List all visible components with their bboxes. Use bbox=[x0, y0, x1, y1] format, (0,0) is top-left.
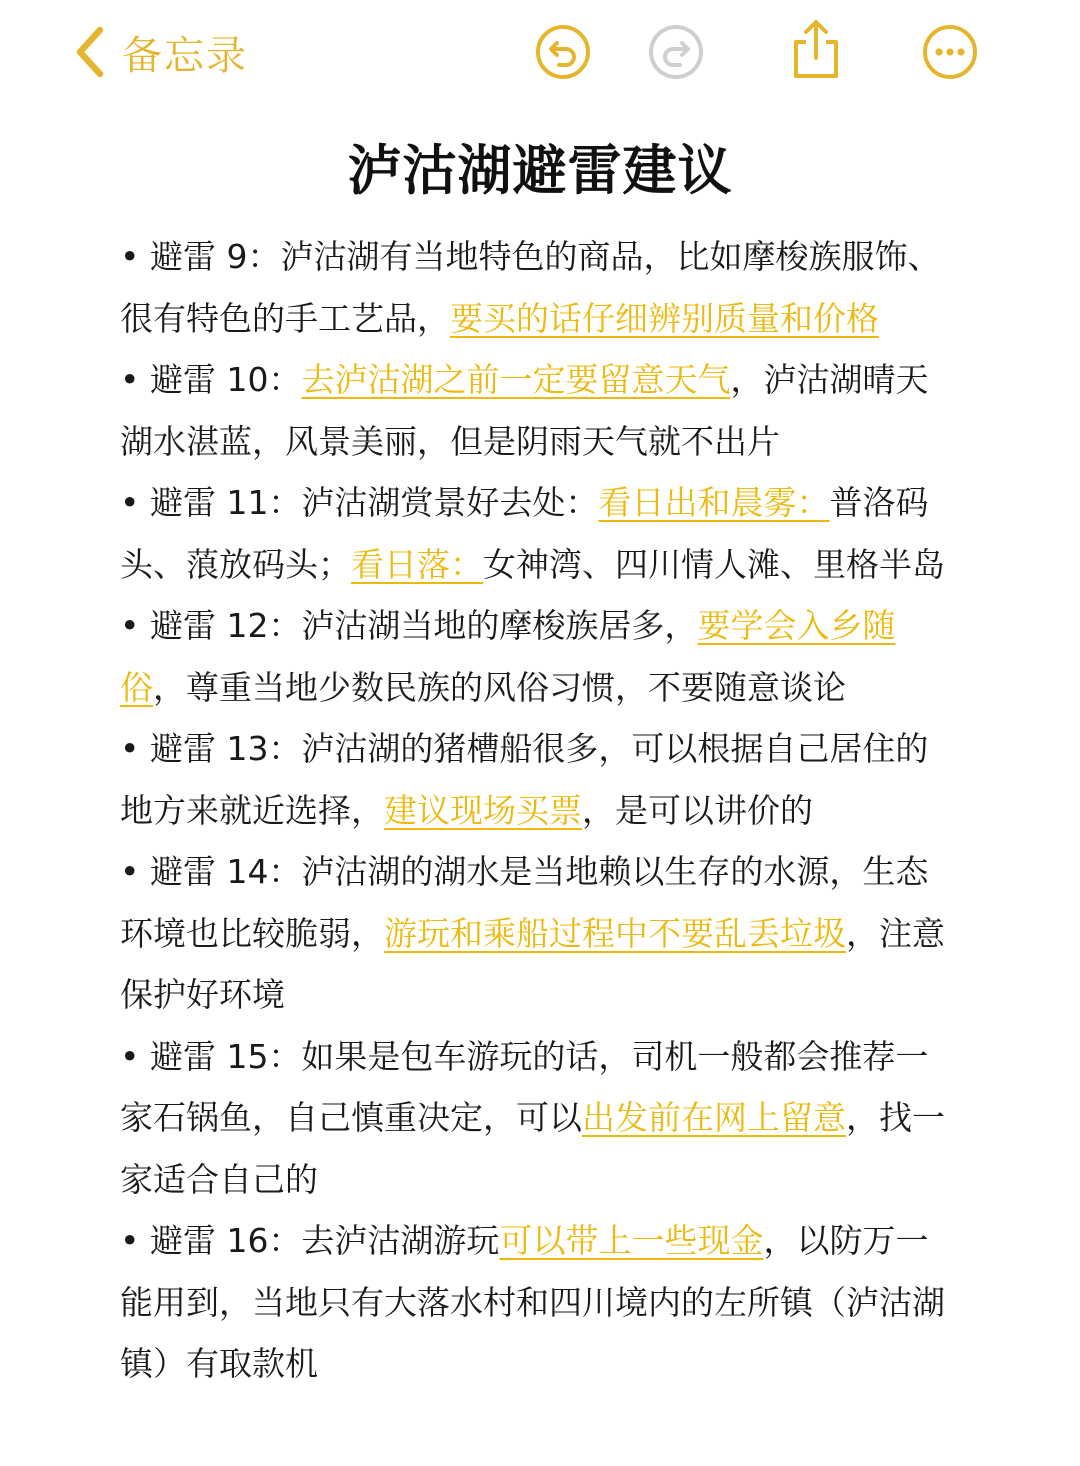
list-item bbox=[120, 718, 950, 841]
list-item bbox=[120, 1026, 950, 1211]
item-text: ，以防万一能用到，当地只有大落水村和四川境内的左所镇（泸沽湖镇）有取款机 bbox=[120, 1221, 945, 1383]
highlighted-text: 要买的话仔细辨别质量和价格 bbox=[450, 298, 879, 338]
item-text: • 避雷 16：去泸沽湖游玩 bbox=[120, 1221, 500, 1260]
item-text: ，找一家适合自己的 bbox=[120, 1098, 945, 1199]
item-text: • 避雷 13：泸沽湖的猪槽船很多，可以根据自己居住的地方来就近选择， bbox=[120, 729, 929, 830]
item-text: 普洛码头、 bbox=[120, 483, 929, 584]
more-icon bbox=[922, 24, 978, 80]
list-item bbox=[120, 595, 950, 718]
item-text: 女神湾、四川情人滩、里格半岛 bbox=[483, 544, 945, 584]
item-text: ，注意保护好环境 bbox=[120, 913, 945, 1014]
redo-icon bbox=[648, 24, 704, 80]
item-text: 蒗放码头； bbox=[186, 544, 351, 584]
back-button[interactable] bbox=[72, 22, 248, 82]
item-text: ，泸沽湖晴天湖水湛蓝，风景美丽，但是阴雨天气就不出片 bbox=[120, 360, 929, 461]
share-icon bbox=[788, 18, 844, 82]
undo-button[interactable] bbox=[535, 24, 591, 80]
highlighted-text: 要学会入乡随俗 bbox=[120, 606, 896, 707]
back-label: 备忘录 bbox=[122, 32, 248, 79]
list-item bbox=[120, 841, 950, 1026]
highlighted-text: 建议现场买票 bbox=[384, 790, 582, 830]
item-text: • 避雷 10： bbox=[120, 360, 302, 399]
note-body[interactable] bbox=[120, 226, 950, 1395]
item-text: ，是可以讲价的 bbox=[582, 790, 813, 830]
redo-button[interactable] bbox=[648, 24, 704, 80]
item-text: ，尊重当地少数民族的风俗习惯，不要随意谈论 bbox=[153, 667, 846, 707]
item-text: • 避雷 15：如果是包车游玩的话，司机一般都会推荐一家石锅鱼，自己慎重决定，可以 bbox=[120, 1036, 929, 1137]
list-item bbox=[120, 349, 950, 472]
chevron-left-icon bbox=[72, 26, 108, 78]
highlighted-text: 看日出和晨雾： bbox=[598, 483, 830, 522]
item-text: • 避雷 12：泸沽湖当地的摩梭族居多， bbox=[120, 606, 698, 645]
list-item bbox=[120, 472, 950, 595]
note-title: 泸沽湖避雷建议 bbox=[347, 139, 733, 202]
highlighted-text: 出发前在网上留意 bbox=[582, 1098, 846, 1137]
item-text: • 避雷 11：泸沽湖赏景好去处： bbox=[120, 483, 599, 522]
highlighted-text: 游玩和乘船过程中不要乱丢垃圾 bbox=[384, 913, 846, 953]
share-button[interactable] bbox=[788, 18, 844, 82]
highlighted-text: 看日落： bbox=[351, 544, 483, 584]
list-item bbox=[120, 1210, 950, 1395]
item-text: • 避雷 9：泸沽湖有当地特色的商品，比如摩梭族服饰、很有特色的手工艺品， bbox=[120, 237, 941, 338]
top-toolbar bbox=[0, 0, 1080, 105]
item-text: • 避雷 14：泸沽湖的湖水是当地赖以生存的水源，生态环境也比较脆弱， bbox=[120, 852, 929, 953]
list-item bbox=[120, 226, 950, 349]
more-button[interactable] bbox=[922, 24, 978, 80]
highlighted-text: 去泸沽湖之前一定要留意天气 bbox=[301, 360, 731, 399]
highlighted-text: 可以带上一些现金 bbox=[499, 1221, 764, 1260]
undo-icon bbox=[535, 24, 591, 80]
